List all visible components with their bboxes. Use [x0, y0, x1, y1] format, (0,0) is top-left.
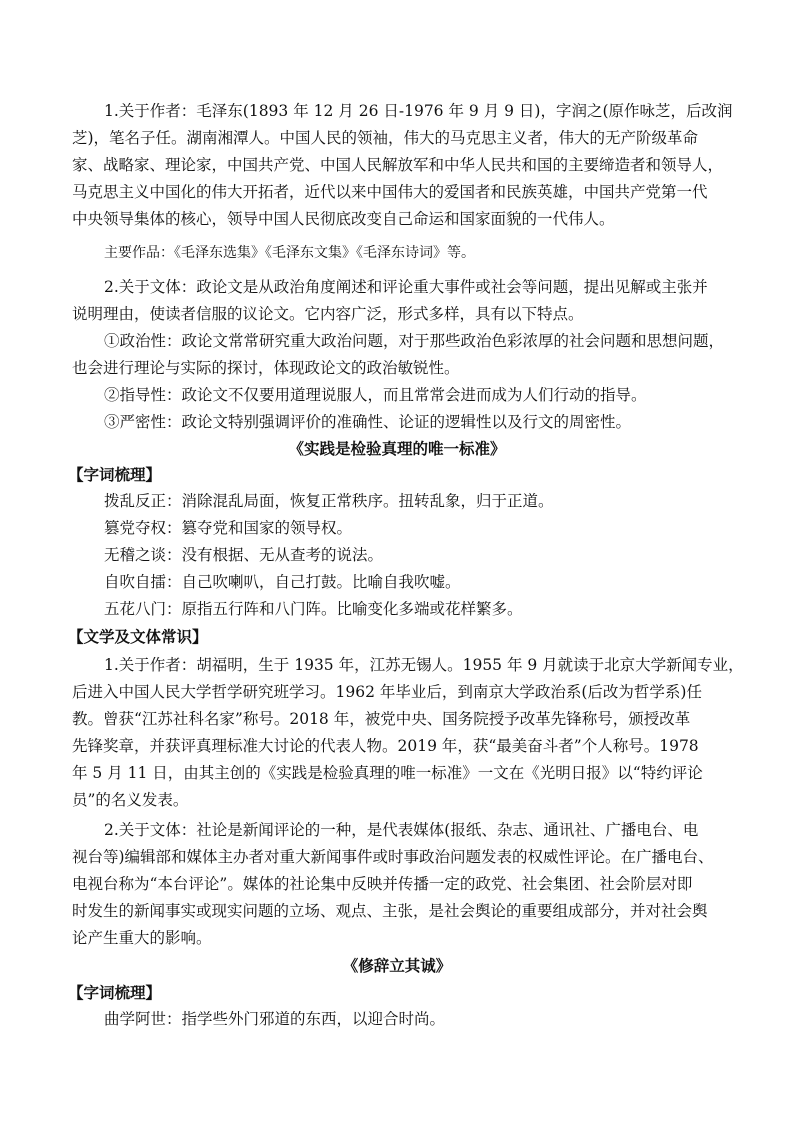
major-works-line: 主要作品：《毛泽东选集》《毛泽东文集》《毛泽东诗词》等。 — [104, 245, 475, 261]
section-heading-vocab: 【字词梳理】 — [68, 465, 162, 484]
author-paragraph-line: 1.关于作者：胡福明，生于 1935 年，江苏无锡人。1955 年 9 月就读于北京大学新闻专业， — [104, 656, 744, 674]
author-paragraph-line: 马克思主义中国化的伟大开拓者，近代以来中国伟大的爱国者和民族英雄，中国共产党第一代 — [72, 183, 708, 201]
genre-feature-line: ①政治性：政论文常常研究重大政治问题，对于那些政治色彩浓厚的社会问题和思想问题， — [104, 332, 725, 350]
genre-feature-line: 也会进行理论与实际的探讨，体现政论文的政治敏锐性。 — [72, 359, 460, 377]
section-heading-vocab: 【字词梳理】 — [68, 983, 162, 1002]
vocab-entry: 拨乱反正：消除混乱局面，恢复正常秩序。扭转乱象，归于正道。 — [104, 492, 554, 510]
author-paragraph-line: 中央领导集体的核心，领导中国人民彻底改变自己命运和国家面貌的一代伟人。 — [72, 210, 615, 228]
vocab-entry: 篡党夺权：篡夺党和国家的领导权。 — [104, 519, 353, 537]
author-paragraph-line: 1.关于作者：毛泽东(1893 年 12 月 26 日-1976 年 9 月 9 日)，字润之(原作咏芝，后改润 — [104, 102, 733, 120]
genre-paragraph-line: 2.关于文体：社论是新闻评论的一种，是代表媒体(报纸、杂志、通讯社、广播电台、电 — [104, 821, 699, 839]
author-paragraph-line: 教。曾获“江苏社科名家”称号。2018 年，被党中央、国务院授予改革先锋称号，颁授改革 — [72, 710, 691, 728]
genre-paragraph-line: 视台等)编辑部和媒体主办者对重大新闻事件或时事政治问题发表的权威性评论。在广播电台、 — [72, 848, 714, 866]
article-title: 《实践是检验真理的唯一标准》 — [288, 439, 506, 458]
genre-paragraph-line: 时发生的新闻事实或现实问题的立场、观点、主张，是社会舆论的重要组成部分，并对社会舆 — [72, 902, 708, 920]
article-title: 《修辞立其诚》 — [342, 956, 452, 975]
genre-paragraph-line: 说明理由，使读者信服的议论文。它内容广泛，形式多样，具有以下特点。 — [72, 305, 584, 323]
author-paragraph-line: 后进入中国人民大学哲学研究班学习。1962 年毕业后，到南京大学政治系(后改为哲学系)任 — [72, 683, 702, 701]
vocab-entry: 无稽之谈：没有根据、无从查考的说法。 — [104, 546, 384, 564]
genre-paragraph-line: 2.关于文体：政论文是从政治角度阐述和评论重大事件或社会等问题，提出见解或主张并 — [104, 278, 708, 296]
author-paragraph-line: 先锋奖章，并获评真理标准大讨论的代表人物。2019 年，获“最美奋斗者”个人称号。1978 — [72, 737, 699, 755]
genre-paragraph-line: 电视台称为“本台评论”。媒体的社论集中反映并传播一定的政党、社会集团、社会阶层对即 — [72, 875, 693, 893]
vocab-entry: 曲学阿世：指学些外门邪道的东西，以迎合时尚。 — [104, 1010, 446, 1028]
vocab-entry: 自吹自擂：自己吹喇叭，自己打鼓。比喻自我吹嘘。 — [104, 573, 461, 591]
genre-feature-line: ②指导性：政论文不仅要用道理说服人，而且常常会进而成为人们行动的指导。 — [104, 386, 647, 404]
author-paragraph-line: 年 5 月 11 日，由其主创的《实践是检验真理的唯一标准》一文在《光明日报》以“特约评论 — [72, 764, 703, 782]
section-heading-literature: 【文学及文体常识】 — [68, 627, 208, 646]
genre-paragraph-line: 论产生重大的影响。 — [72, 929, 212, 947]
author-paragraph-line: 芝)，笔名子任。湖南湘潭人。中国人民的领袖，伟大的马克思主义者，伟大的无产阶级革命 — [72, 129, 699, 147]
author-paragraph-line: 员”的名义发表。 — [72, 791, 189, 809]
author-paragraph-line: 家、战略家、理论家，中国共产党、中国人民解放军和中华人民共和国的主要缔造者和领导人， — [72, 156, 724, 174]
genre-feature-line: ③严密性：政论文特别强调评价的准确性、论证的逻辑性以及行文的周密性。 — [104, 413, 632, 431]
vocab-entry: 五花八门：原指五行阵和八门阵。比喻变化多端或花样繁多。 — [104, 600, 523, 618]
